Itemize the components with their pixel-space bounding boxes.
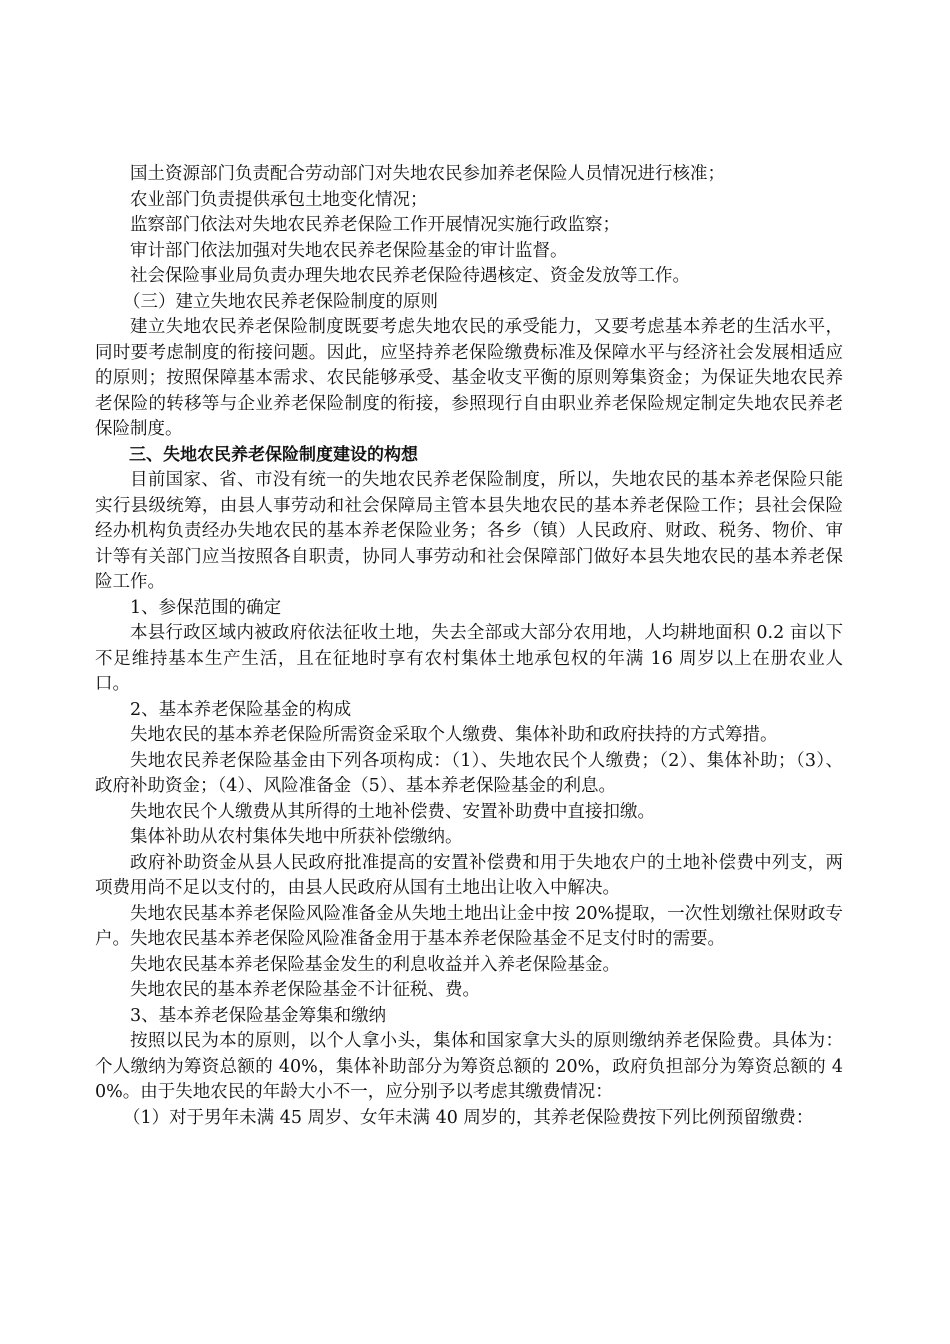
paragraph-funding-methods: 失地农民的基本养老保险所需资金采取个人缴费、集体补助和政府扶持的方式筹措。 [130,725,778,745]
paragraph-tax-exempt: 失地农民的基本养老保险基金不计征税、费。 [130,980,480,1000]
paragraph-county-coordination: 目前国家、省、市没有统一的失地农民养老保险制度，所以，失地农民的基本养老保险只能实行县级统筹，由县人事劳动和社会保障局主管本县失地农民的基本养老保险工作；县社会保险经办机构负责经办失地农民的基本养老保险业务；各乡（镇）人民政府、财政、税务、物价、审计等有关部门应当按照各自职责，协同人事劳动和社会保障部门做好本县失地农民的基本养老保险工作。 [95,470,843,592]
paragraph-age-rule: （1）对于男年未满 45 周岁、女年未满 40 周岁的，其养老保险费按下列比例预留缴费： [123,1107,814,1128]
paragraph-interest: 失地农民基本养老保险基金发生的利息收益并入养老保险基金。 [130,954,620,975]
paragraph-fund-items: 失地农民养老保险基金由下列各项构成：（1）、失地农民个人缴费；（2）、集体补助；（3）、政府补助资金；（4）、风险准备金（5）、基本养老保险基金的利息。 [95,750,843,796]
paragraph-land-resources: 国土资源部门负责配合劳动部门对失地农民参加养老保险人员情况进行核准； [130,164,725,184]
paragraph-audit: 审计部门依法加强对失地农民养老保险基金的审计监督。 [130,240,568,261]
paragraph-agriculture: 农业部门负责提供承包土地变化情况； [130,189,428,210]
document-body [95,162,843,1131]
subheading-fund-collection: 3、基本养老保险基金筹集和缴纳 [130,1005,387,1026]
paragraph-supervision: 监察部门依法对失地农民养老保险工作开展情况实施行政监察； [130,215,620,235]
paragraph-individual-payment: 失地农民个人缴费从其所得的土地补偿费、安置补助费中直接扣缴。 [130,801,655,822]
section-heading-principles: （三）建立失地农民养老保险制度的原则 [123,291,438,312]
paragraph-risk-reserve: 失地农民基本养老保险风险准备金从失地土地出让金中按 20%提取，一次性划缴社保财政专户。失地农民基本养老保险风险准备金用于基本养老保险基金不足支付时的需要。 [95,903,843,949]
paragraph-collective-subsidy: 集体补助从农村集体失地中所获补偿缴纳。 [130,827,463,847]
paragraph-government-subsidy: 政府补助资金从县人民政府批准提高的安置补偿费和用于失地农户的土地补偿费中列支，两项费用尚不足以支付的，由县人民政府从国有土地出让收入中解决。 [95,852,843,898]
subheading-coverage: 1、参保范围的确定 [130,597,282,618]
paragraph-principles: 建立失地农民养老保险制度既要考虑失地农民的承受能力，又要考虑基本养老的生活水平，同时要考虑制度的衔接问题。因此，应坚持养老保险缴费标准及保障水平与经济社会发展相适应的原则；按照保障基本需求、农民能够承受、基金收支平衡的原则筹集资金；为保证失地农民养老保险的转移等与企业养老保险制度的衔接，参照现行自由职业养老保险规定制定失地农民养老保险制度。 [95,317,843,439]
subheading-fund-composition: 2、基本养老保险基金的构成 [130,699,352,720]
paragraph-social-insurance-bureau: 社会保险事业局负责办理失地农民养老保险待遇核定、资金发放等工作。 [130,266,690,286]
paragraph-payment-ratio: 按照以民为本的原则，以个人拿小头，集体和国家拿大头的原则缴纳养老保险费。具体为：个人缴纳为筹资总额的 40%，集体补助部分为筹资总额的 20%，政府负担部分为筹资总额的 40%。由于失地农民的年龄大小不一，应分别予以考虑其缴费情况： [95,1031,843,1102]
section-heading-concept: 三、失地农民养老保险制度建设的构想 [129,444,418,465]
paragraph-coverage: 本县行政区域内被政府依法征收土地，失去全部或大部分农用地，人均耕地面积 0.2 亩以下不足维持基本生产生活，且在征地时享有农村集体土地承包权的年满 16 周岁以上在册农业人口。 [95,623,843,694]
